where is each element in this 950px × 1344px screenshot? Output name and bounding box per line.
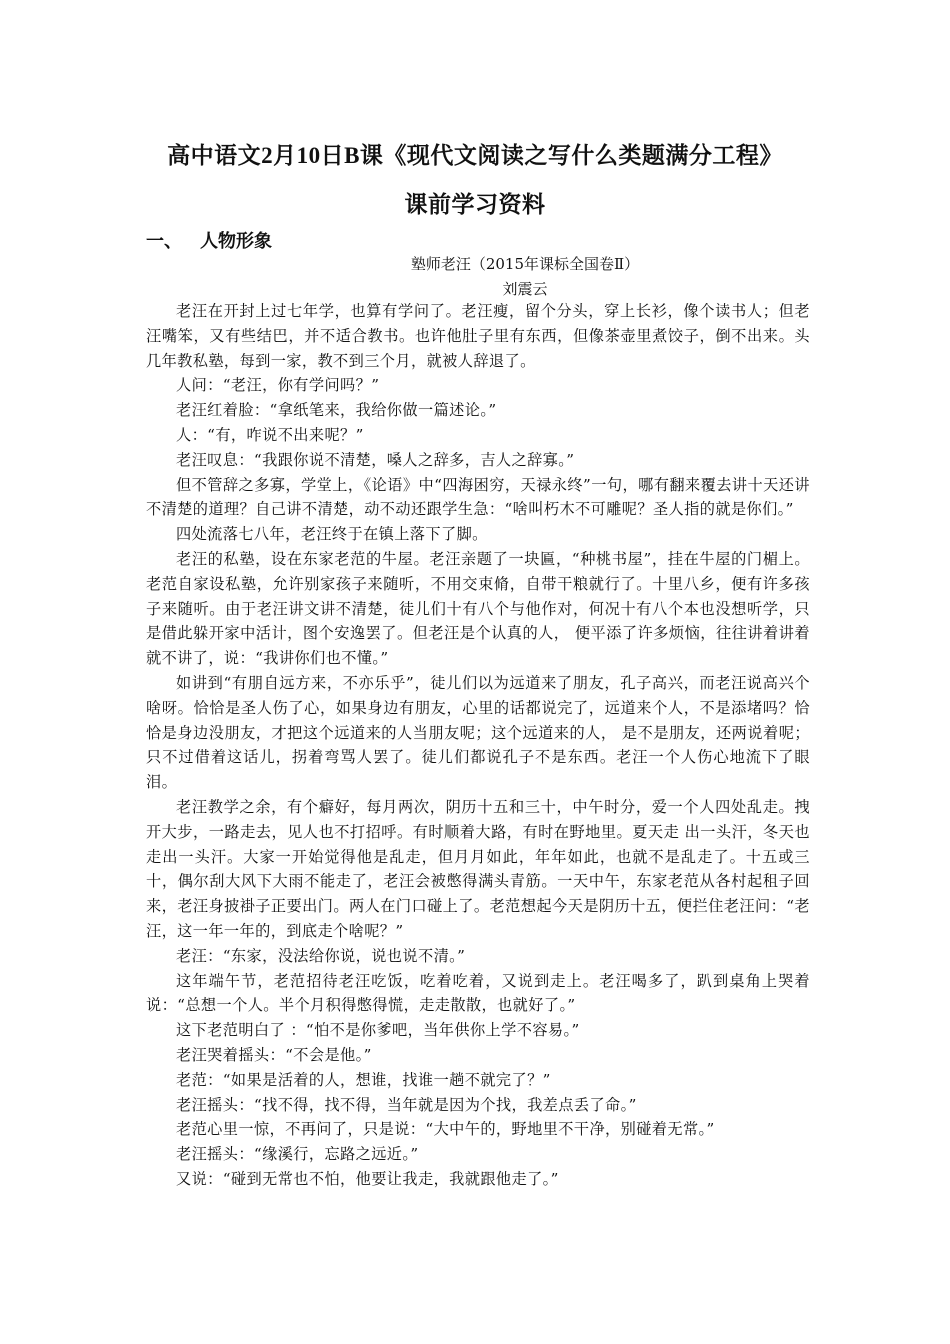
section-heading xyxy=(146,227,272,253)
paragraph: 这下老范明白了 ：“怕不是你爹吧，当年供你上学不容易。” xyxy=(176,1021,580,1040)
document-subtitle: 课前学习资料 xyxy=(404,192,546,217)
paragraph: 人问：“老汪，你有学问吗？” xyxy=(176,376,380,395)
paragraph: 又说：“碰到无常也不怕，他要让我走，我就跟他走了。” xyxy=(176,1169,559,1188)
paragraph: 老汪红着脸：“拿纸笔来，我给你做一篇述论。” xyxy=(176,401,497,420)
paragraph: 老范：“如果是活着的人，想谁，找谁一趟不就完了？” xyxy=(176,1070,551,1089)
paragraph: 老汪：“东家，没法给你说，说也说不清。” xyxy=(176,946,466,965)
paragraph: 老汪的私塾，设在东家老范的牛屋。老汪亲题了一块匾，“种桃书屋”，挂在牛屋的门楣上。老范自家设私塾，允许别家孩子来随听，不用交束脩，自带干粮就行了。十里八乡，便有许多孩子来随听。由于老汪讲文讲不清楚，徒儿们十有八个与他作对，何况十有八个本也没想听学，只是借此躲开家中活计，图个安逸罢了。但老汪是个认真的人， 便平添了许多烦恼，往往讲着讲着就不讲了，说：“我讲你们也不懂。” xyxy=(146,549,810,668)
story-title: 塾师老汪（2015年课标全国卷Ⅱ） xyxy=(410,255,640,273)
paragraph: 老汪摇头：“缘溪行，忘路之远近。” xyxy=(176,1145,419,1164)
section-title: 人物形象 xyxy=(200,231,272,252)
paragraph: 老汪教学之余，有个癖好，每月两次，阴历十五和三十，中午时分，爱一个人四处乱走。拽开大步，一路走去，见人也不打招呼。有时顺着大路，有时在野地里。夏天走 出一头汗，冬天也走出一头汗。大家一开始觉得他是乱走，但月月如此，年年如此，也就不是乱走了。十五或三十，偶尔刮大风下大雨不能走了，老汪会被憋得满头青筋。一天中午，东家老范从各村起租子回来，老汪身披褂子正要出门。两人在门口碰上了。老范想起今天是阴历十五，便拦住老汪问：“老汪，这一年一年的，到底走个啥呢？” xyxy=(146,797,810,940)
section-number: 一、 xyxy=(146,231,182,252)
paragraph: 四处流落七八年，老汪终于在镇上落下了脚。 xyxy=(176,525,488,544)
paragraph: 老汪在开封上过七年学，也算有学问了。老汪瘦，留个分头，穿上长衫，像个读书人；但老汪嘴笨，又有些结巴，并不适合教书。也许他肚子里有东西，但像茶壶里煮饺子，倒不出来。头几年教私塾，每到一家，教不到三个月，就被人辞退了。 xyxy=(146,302,810,370)
paragraph: 这年端午节，老范招待老汪吃饭，吃着吃着，又说到走上。老汪喝多了，趴到桌角上哭着说：“总想一个人。半个月积得憋得慌，走走散散，也就好了。” xyxy=(146,971,810,1015)
paragraph: 但不管辞之多寡，学堂上，《论语》中“四海困穷，天禄永终”一句，哪有翻来覆去讲十天还讲不清楚的道理？自己讲不清楚，动不动还跟学生急：“啥叫朽木不可雕呢？圣人指的就是你们。” xyxy=(146,475,810,519)
story-author: 刘震云 xyxy=(502,280,548,298)
paragraph: 人：“有，咋说不出来呢？” xyxy=(176,425,364,444)
paragraph: 老范心里一惊，不再问了，只是说：“大中午的，野地里不干净，别碰着无常。” xyxy=(176,1120,715,1139)
paragraph: 老汪叹息：“我跟你说不清楚，嗓人之辞多，吉人之辞寡。” xyxy=(176,450,575,469)
paragraph: 如讲到“有朋自远方来，不亦乐乎”，徒儿们以为远道来了朋友，孔子高兴，而老汪说高兴个啥呀。恰恰是圣人伤了心，如果身边有朋友，心里的话都说完了，远道来个人，不是添堵吗？恰恰是身边没朋友，才把这个远道来的人当朋友呢；这个远道来的人， 是不是朋友，还两说着呢；只不过借着这话儿，拐着弯骂人罢了。徒儿们都说孔子不是东西。老汪一个人伤心地流下了眼泪。 xyxy=(146,673,810,792)
document-title: 高中语文2月10日B课《现代文阅读之写什么类题满分工程》 xyxy=(167,143,783,168)
paragraph: 老汪摇头：“找不得，找不得，当年就是因为个找，我差点丢了命。” xyxy=(176,1095,637,1114)
paragraph: 老汪哭着摇头：“不会是他。” xyxy=(176,1045,372,1064)
story-body xyxy=(146,299,810,1192)
